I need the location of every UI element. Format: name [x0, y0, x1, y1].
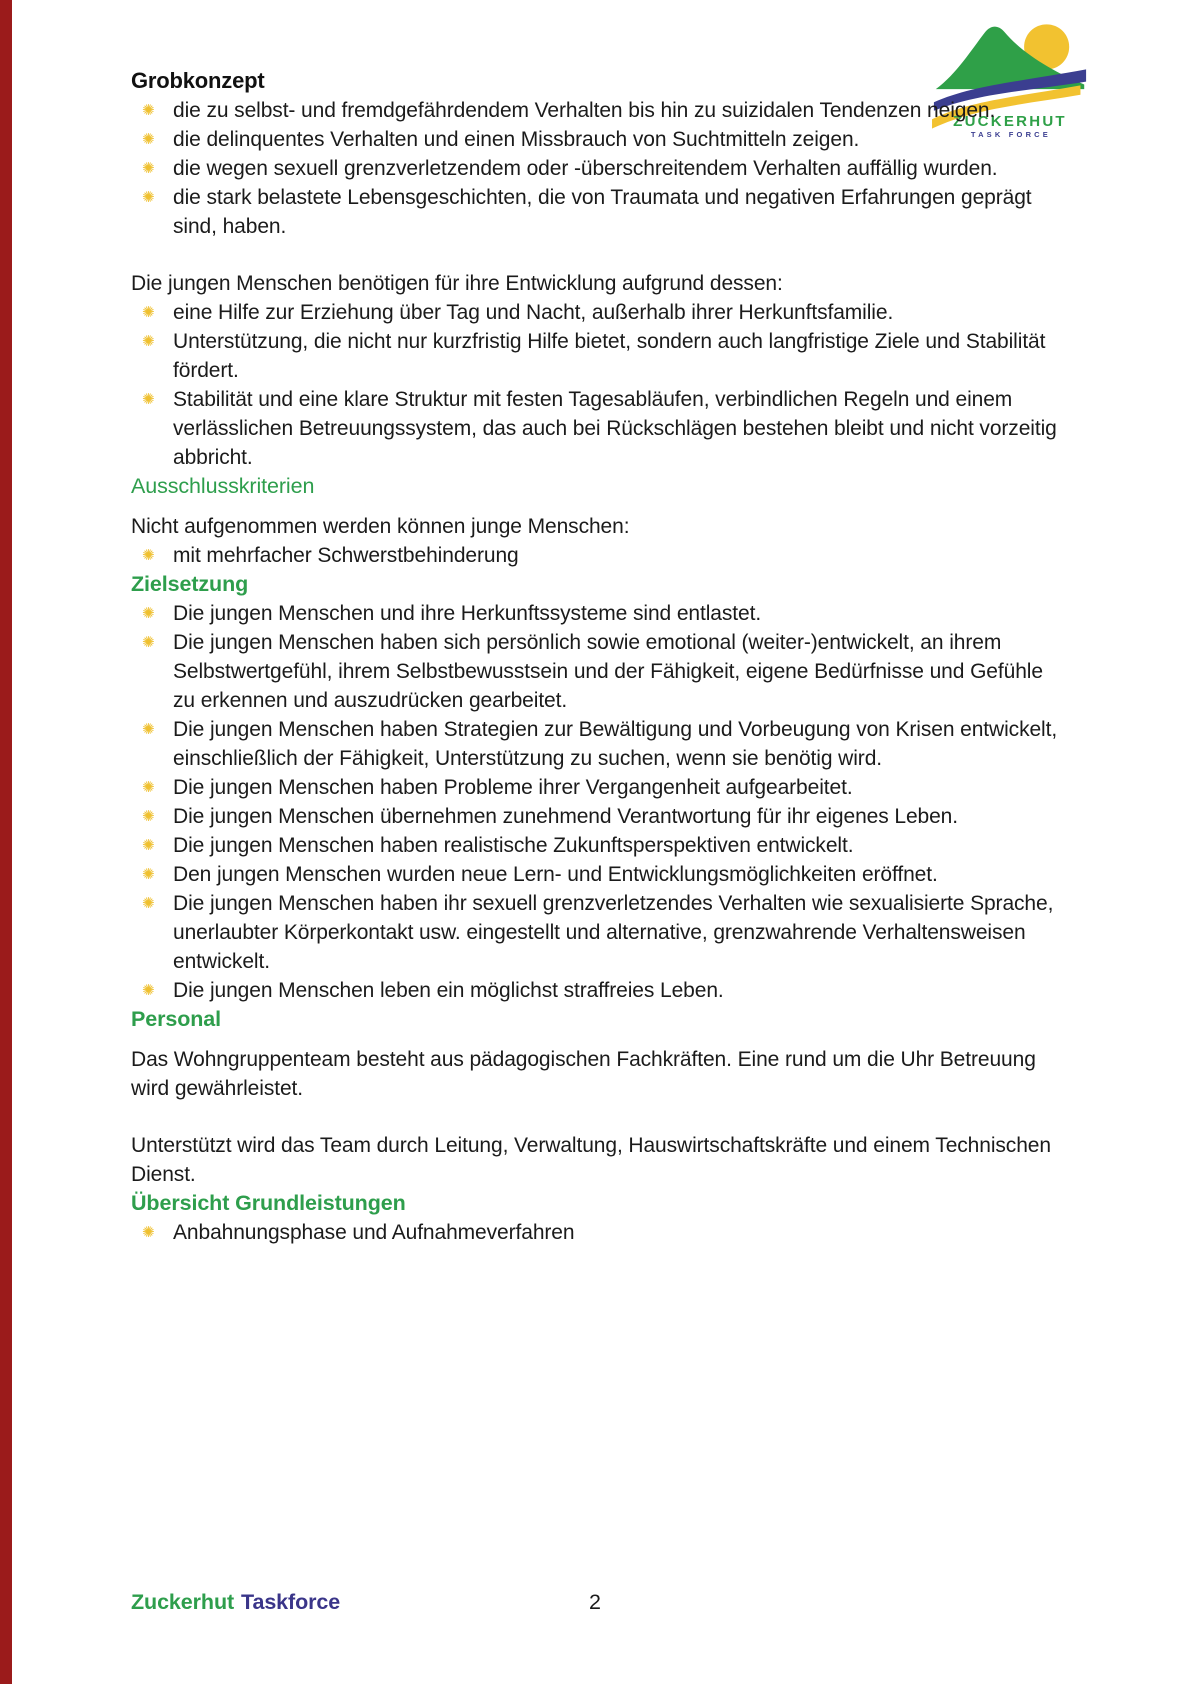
sun-bullet-icon: ✺ [142, 303, 155, 321]
list-item [131, 541, 1067, 570]
list-item [131, 860, 1067, 889]
list-item-text: Stabilität und eine klare Struktur mit festen Tagesabläufen, verbindlichen Regeln und einem verlässlichen Betreuungssystem, das auch bei Rückschlägen bestehen bleibt und nicht vorzeitig abbricht. [173, 388, 1057, 469]
heading-personal: Personal [131, 1007, 222, 1031]
list-item-text: eine Hilfe zur Erziehung über Tag und Nacht, außerhalb ihrer Herkunftsfamilie. [173, 301, 894, 324]
list-item [131, 599, 1067, 628]
sun-bullet-icon: ✺ [142, 633, 155, 651]
list-item-text: Anbahnungsphase und Aufnahmeverfahren [173, 1221, 575, 1244]
list-item [131, 773, 1067, 802]
list-item [131, 154, 1067, 183]
sun-bullet-icon: ✺ [142, 720, 155, 738]
sun-bullet-icon: ✺ [142, 130, 155, 148]
list-item [131, 976, 1067, 1005]
list-item-text: Den jungen Menschen wurden neue Lern- und Entwicklungsmöglichkeiten eröffnet. [173, 863, 938, 886]
list-item [131, 125, 1067, 154]
personnel-paragraph-2: Unterstützt wird das Team durch Leitung, Verwaltung, Hauswirtschaftskräfte und einem Technischen Dienst. [131, 1134, 1051, 1186]
sun-bullet-icon: ✺ [142, 865, 155, 883]
sun-bullet-icon: ✺ [142, 836, 155, 854]
list-item-text: Die jungen Menschen haben ihr sexuell grenzverletzendes Verhalten wie sexualisierte Sprache, unerlaubter Körperkontakt usw. eingestellt und alternative, grenzwahrende Verhaltensweisen entwickelt. [173, 892, 1054, 973]
list-item-text: Die jungen Menschen haben sich persönlich sowie emotional (weiter-)entwickelt, an ihrem Selbstwertgefühl, ihrem Selbstbewusstsein und der Fähigkeit, eigene Bedürfnisse und Gefühle zu erkennen und auszudrücken gearbeitet. [173, 631, 1043, 712]
sun-bullet-icon: ✺ [142, 1223, 155, 1241]
services-bullet-list [131, 1218, 1067, 1247]
sun-bullet-icon: ✺ [142, 807, 155, 825]
sun-bullet-icon: ✺ [142, 159, 155, 177]
list-item-text: Die jungen Menschen haben Strategien zur Bewältigung und Vorbeugung von Krisen entwickelt, einschließlich der Fähigkeit, Unterstützung zu suchen, wenn sie benötig wird. [173, 718, 1058, 770]
footer-brand-primary: Zuckerhut [131, 1590, 235, 1614]
needs-lead-paragraph: Die jungen Menschen benötigen für ihre Entwicklung aufgrund dessen: [131, 272, 783, 295]
list-item-text: die delinquentes Verhalten und einen Missbrauch von Suchtmitteln zeigen. [173, 128, 860, 151]
sun-bullet-icon: ✺ [142, 981, 155, 999]
list-item-text: mit mehrfacher Schwerstbehinderung [173, 544, 519, 567]
list-item-text: Unterstützung, die nicht nur kurzfristig Hilfe bietet, sondern auch langfristige Ziele und Stabilität fördert. [173, 330, 1046, 382]
personnel-paragraph-1: Das Wohngruppenteam besteht aus pädagogischen Fachkräften. Eine rund um die Uhr Betreuung wird gewährleistet. [131, 1048, 1036, 1100]
list-item-text: die stark belastete Lebensgeschichten, die von Traumata und negativen Erfahrungen geprägt sind, haben. [173, 186, 1032, 238]
list-item [131, 831, 1067, 860]
list-item-text: Die jungen Menschen haben Probleme ihrer Vergangenheit aufgearbeitet. [173, 776, 853, 799]
list-item [131, 628, 1067, 715]
goals-bullet-list [131, 599, 1067, 1005]
sun-bullet-icon: ✺ [142, 546, 155, 564]
list-item [131, 96, 1067, 125]
list-item [131, 715, 1067, 773]
list-item-text: Die jungen Menschen übernehmen zunehmend Verantwortung für ihr eigenes Leben. [173, 805, 958, 828]
list-item [131, 183, 1067, 241]
sun-bullet-icon: ✺ [142, 101, 155, 119]
list-item [131, 1218, 1067, 1247]
heading-uebersicht-grundleistungen: Übersicht Grundleistungen [131, 1191, 406, 1215]
list-item [131, 327, 1067, 385]
exclusion-bullet-list [131, 541, 1067, 570]
logo-tagline: TASK FORCE [970, 130, 1052, 138]
list-item-text: Die jungen Menschen und ihre Herkunftssysteme sind entlastet. [173, 602, 762, 625]
list-item-text: Die jungen Menschen leben ein möglichst straffreies Leben. [173, 979, 724, 1002]
page-number: 2 [589, 1590, 601, 1614]
footer-brand [131, 1588, 340, 1617]
list-item [131, 385, 1067, 472]
list-item-text: Die jungen Menschen haben realistische Zukunftsperspektiven entwickelt. [173, 834, 854, 857]
sun-bullet-icon: ✺ [142, 332, 155, 350]
sun-bullet-icon: ✺ [142, 778, 155, 796]
left-accent-bar [0, 0, 12, 1684]
heading-zielsetzung: Zielsetzung [131, 572, 249, 596]
heading-ausschlusskriterien: Ausschlusskriterien [131, 474, 315, 498]
intro-bullet-list [131, 96, 1067, 241]
sun-bullet-icon: ✺ [142, 894, 155, 912]
list-item-text: die zu selbst- und fremdgefährdendem Verhalten bis hin zu suizidalen Tendenzen neigen. [173, 99, 996, 122]
list-item [131, 298, 1067, 327]
footer-brand-secondary: Taskforce [241, 1590, 341, 1614]
page-title: Grobkonzept [131, 68, 265, 93]
needs-bullet-list [131, 298, 1067, 472]
sun-bullet-icon: ✺ [142, 188, 155, 206]
list-item [131, 889, 1067, 976]
list-item-text: die wegen sexuell grenzverletzendem oder -überschreitendem Verhalten auffällig wurden. [173, 157, 998, 180]
logo-wordmark: ZUCKERHUT [953, 112, 1067, 130]
sun-bullet-icon: ✺ [142, 604, 155, 622]
document-body [131, 58, 1067, 1247]
list-item [131, 802, 1067, 831]
sun-bullet-icon: ✺ [142, 390, 155, 408]
exclusion-lead-paragraph: Nicht aufgenommen werden können junge Menschen: [131, 515, 630, 538]
